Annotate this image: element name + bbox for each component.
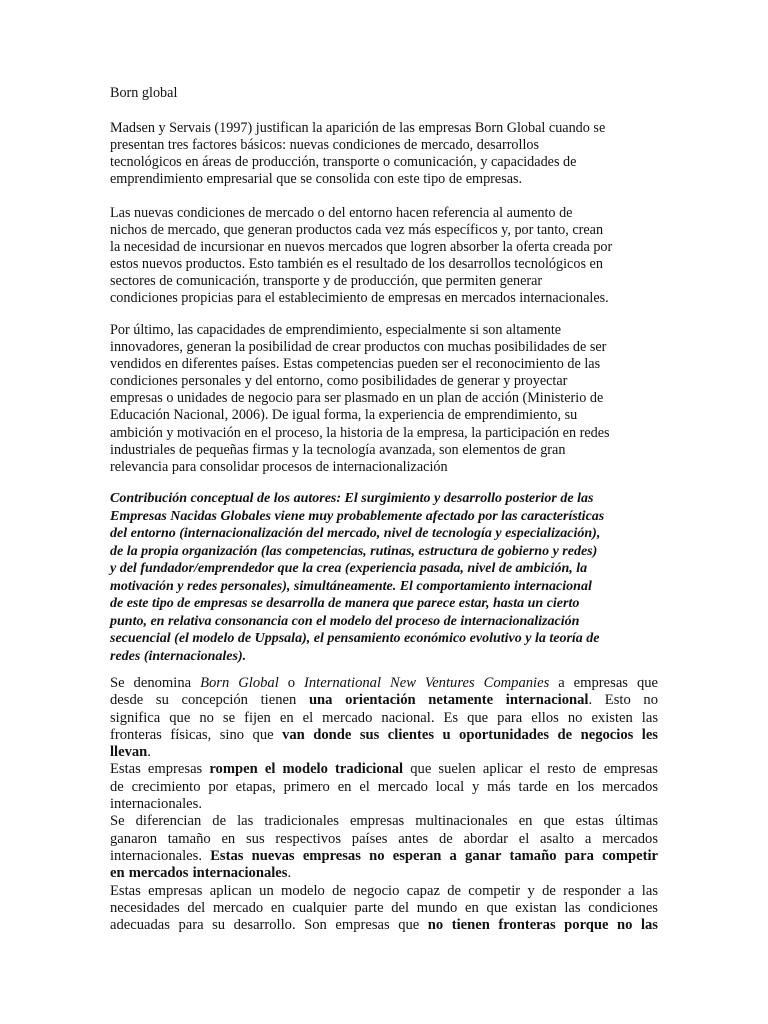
- document-title: Born global: [110, 85, 178, 101]
- text-line: Se diferencian de las tradicionales empresas multinacionales en que estas últimas: [110, 813, 658, 830]
- text-run: . Esto no: [588, 692, 658, 709]
- text-line: estos nuevos productos. Esto también es el resultado de los desarrollos tecnológicos en: [110, 256, 603, 273]
- text-run: a empresas que: [549, 675, 659, 691]
- text-line: [110, 865, 658, 882]
- text-line: ambición y motivación en el proceso, la historia de la empresa, la participación en redes: [110, 424, 610, 441]
- bold-phrase: no tienen fronteras porque no las: [427, 917, 658, 934]
- text-run: o: [278, 675, 305, 691]
- text-line: nichos de mercado, que generan productos cada vez más específicos y, por tanto, crean: [110, 222, 604, 239]
- text-line: Madsen y Servais (1997) justifican la aparición de las empresas Born Global cuando se: [110, 120, 606, 136]
- text-line: [110, 727, 658, 744]
- text-line: [110, 744, 658, 761]
- text-line: condiciones personales y del entorno, como posibilidades de generar y proyectar: [110, 373, 568, 390]
- text-run: fronteras físicas, sino que: [110, 726, 283, 743]
- text-line: y del fundador/emprendedor que la crea (experiencia pasada, nivel de ambición, la: [110, 561, 588, 576]
- italic-term: Born Global: [200, 675, 279, 691]
- text-run: .: [287, 865, 292, 882]
- text-line: [110, 848, 658, 865]
- text-line: Contribución conceptual de los autores: El surgimiento y desarrollo posterior de las: [110, 491, 594, 506]
- authors-contribution-paragraph: [110, 490, 658, 665]
- text-line: [110, 761, 658, 778]
- text-line: Empresas Nacidas Globales viene muy probablemente afectado por las características: [110, 508, 605, 524]
- text-line: empresas o unidades de negocio para ser plasmado en un plan de acción (Ministerio de: [110, 390, 604, 407]
- text-line: del entorno (internacionalización del mercado, nivel de tecnología y especialización),: [110, 526, 601, 541]
- text-line: secuencial (el modelo de Uppsala), el pensamiento económico evolutivo y la teoría de: [110, 631, 600, 646]
- text-line: de crecimiento por etapas, primero en el mercado local y más tarde en los mercados: [110, 778, 658, 795]
- text-line: innovadores, generan la posibilidad de crear productos con muchas posibilidades de ser: [110, 339, 607, 356]
- text-line: de la propia organización (las competencias, rutinas, estructura de gobierno y redes): [110, 543, 598, 559]
- text-line: presentan tres factores básicos: nuevas condiciones de mercado, desarrollos: [110, 137, 540, 154]
- bold-phrase: rompen el modelo tradicional: [209, 761, 404, 778]
- text-line: significa que no se fijen en el mercado nacional. Es que para ellos no existen las: [110, 709, 658, 726]
- text-line: industriales de pequeñas firmas y la tecnología avanzada, son elementos de gran: [110, 441, 566, 458]
- text-line: [110, 692, 658, 709]
- text-line: necesidades del mercado en cualquier parte del mundo en que existan las condiciones: [110, 899, 658, 916]
- paragraph-entrepreneurship: [110, 322, 658, 476]
- italic-term: International New Ventures Companies: [304, 675, 550, 691]
- bold-phrase: en mercados internacionales: [110, 865, 288, 882]
- text-line: Educación Nacional, 2006). De igual forma, la experiencia de emprendimiento, su: [110, 407, 578, 424]
- text-line: redes (internacionales).: [110, 648, 247, 664]
- text-line: punto, en relativa consonancia con el modelo del proceso de internacionalización: [110, 613, 580, 629]
- text-run: Se denomina: [110, 675, 201, 691]
- text-line: de este tipo de empresas se desarrolla de manera que parece estar, hasta un cierto: [110, 596, 580, 611]
- bold-phrase: Estas nuevas empresas no esperan a ganar tamaño para competir: [210, 847, 658, 864]
- text-run: adecuadas para su desarrollo. Son empresas que: [110, 917, 428, 934]
- text-line: Estas empresas aplican un modelo de negocio capaz de competir y de responder a las: [110, 882, 658, 899]
- text-line: [110, 675, 658, 692]
- text-line: emprendimiento empresarial que se consolida con este tipo de empresas.: [110, 171, 523, 188]
- text-run: desde su concepción tienen: [110, 692, 309, 709]
- text-run: .: [147, 744, 151, 761]
- text-line: Por último, las capacidades de emprendimiento, especialmente si son altamente: [110, 322, 562, 338]
- text-run: Estas empresas: [110, 761, 210, 778]
- text-line: motivación y redes personales), simultáneamente. El comportamiento internacional: [110, 578, 592, 594]
- text-run: que suelen aplicar el resto de empresas: [403, 761, 658, 778]
- text-line: la necesidad de incursionar en nuevos mercados que logren absorber la oferta creada por: [110, 239, 613, 256]
- paragraph-factors: [110, 120, 658, 188]
- text-line: sectores de comunicación, transporte y de producción, que permiten generar: [110, 273, 543, 290]
- text-line: condiciones propicias para el establecimiento de empresas en mercados internacionales.: [110, 290, 609, 307]
- bold-phrase: llevan: [110, 744, 148, 761]
- text-line: vendidos en diferentes países. Estas competencias pueden ser el reconocimiento de las: [110, 356, 601, 373]
- paragraph-market-conditions: [110, 205, 658, 308]
- text-run: internacionales.: [110, 847, 211, 864]
- text-line: [110, 917, 658, 934]
- text-line: ganaron tamaño en sus respectivos países antes de abordar el asalto a mercados: [110, 830, 658, 847]
- text-line: internacionales.: [110, 796, 202, 813]
- text-line: tecnológicos en áreas de producción, transporte o comunicación, y capacidades de: [110, 154, 577, 171]
- born-global-definition-section: [110, 675, 658, 934]
- text-line: Las nuevas condiciones de mercado o del entorno hacen referencia al aumento de: [110, 205, 573, 221]
- text-line: relevancia para consolidar procesos de internacionalización: [110, 458, 448, 475]
- bold-phrase: van donde sus clientes u oportunidades de negocios les: [282, 726, 658, 743]
- bold-phrase: una orientación netamente internacional: [308, 692, 589, 709]
